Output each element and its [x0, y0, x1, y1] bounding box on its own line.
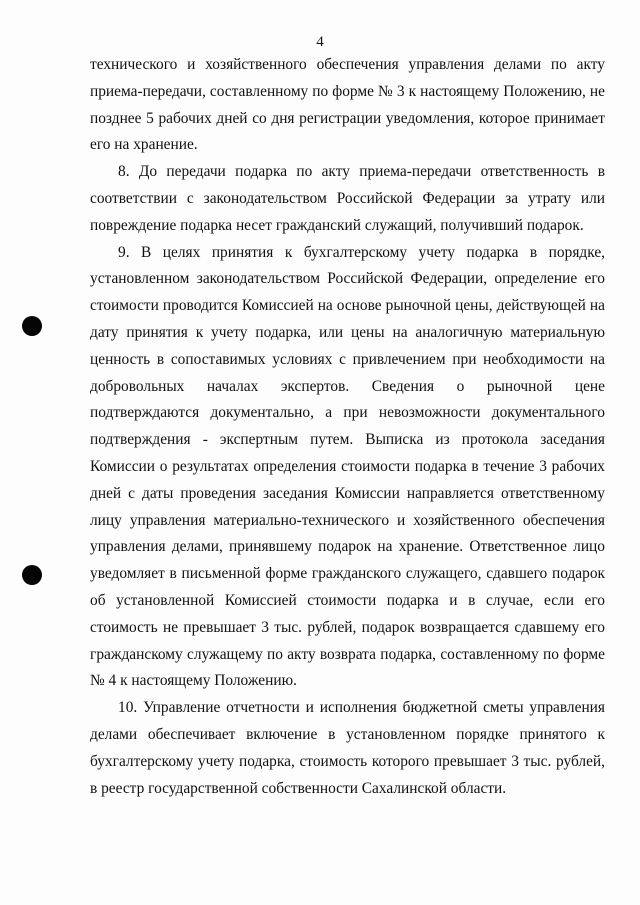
paragraph-clause-8: 8. До передачи подарка по акту приема-передачи ответственность в соответствии с законодательством Российской Федерации за утрату или повреждение подарка несет гражданский служащий, получивший подарок. [90, 163, 605, 234]
paragraph-clause-9: 9. В целях принятия к бухгалтерскому учету подарка в порядке, установленном законодательством Российской Федерации, определение его стоимости проводится Комиссией на основе рыночной цены, действующей на дату принятия к учету подарка, или цены на аналогичную материальную ценность в сопоставимых условиях с привлечением при необходимости на добровольных началах экспертов. Сведения о рыночной цене подтверждаются документально, а при невозможности документального подтверждения - экспертным путем. Выписка из протокола заседания Комиссии о результатах определения стоимости подарка в течение 3 рабочих дней с даты проведения заседания Комиссии направляется ответственному лицу управления материально-технического и хозяйственного обеспечения управления делами, принявшему подарок на хранение. Ответственное лицо уведомляет в письменной форме гражданского служащего, сдавшего подарок об установленной Комиссией стоимости подарка и в случае, если его стоимость не превышает 3 тыс. рублей, подарок возвращается сдавшему его гражданскому служащему по акту возврата подарка, составленному по форме № 4 к настоящему Положению. [90, 243, 605, 690]
punch-hole-upper [22, 316, 42, 336]
paragraph-continuation: технического и хозяйственного обеспечения управления делами по акту приема-передачи, составленному по форме № 3 к настоящему Положению, не позднее 5 рабочих дней со дня регистрации уведомления, которое принимает его на хранение. [90, 56, 605, 154]
paragraph-clause-10: 10. Управление отчетности и исполнения бюджетной сметы управления делами обеспечивает включение в установленном порядке принятого к бухгалтерскому учету подарка, стоимость которого превышает 3 тыс. рублей, в реестр государственной собственности Сахалинской области. [90, 699, 605, 797]
page-number: 4 [316, 34, 324, 50]
document-body [90, 52, 605, 802]
punch-hole-lower [22, 565, 42, 585]
